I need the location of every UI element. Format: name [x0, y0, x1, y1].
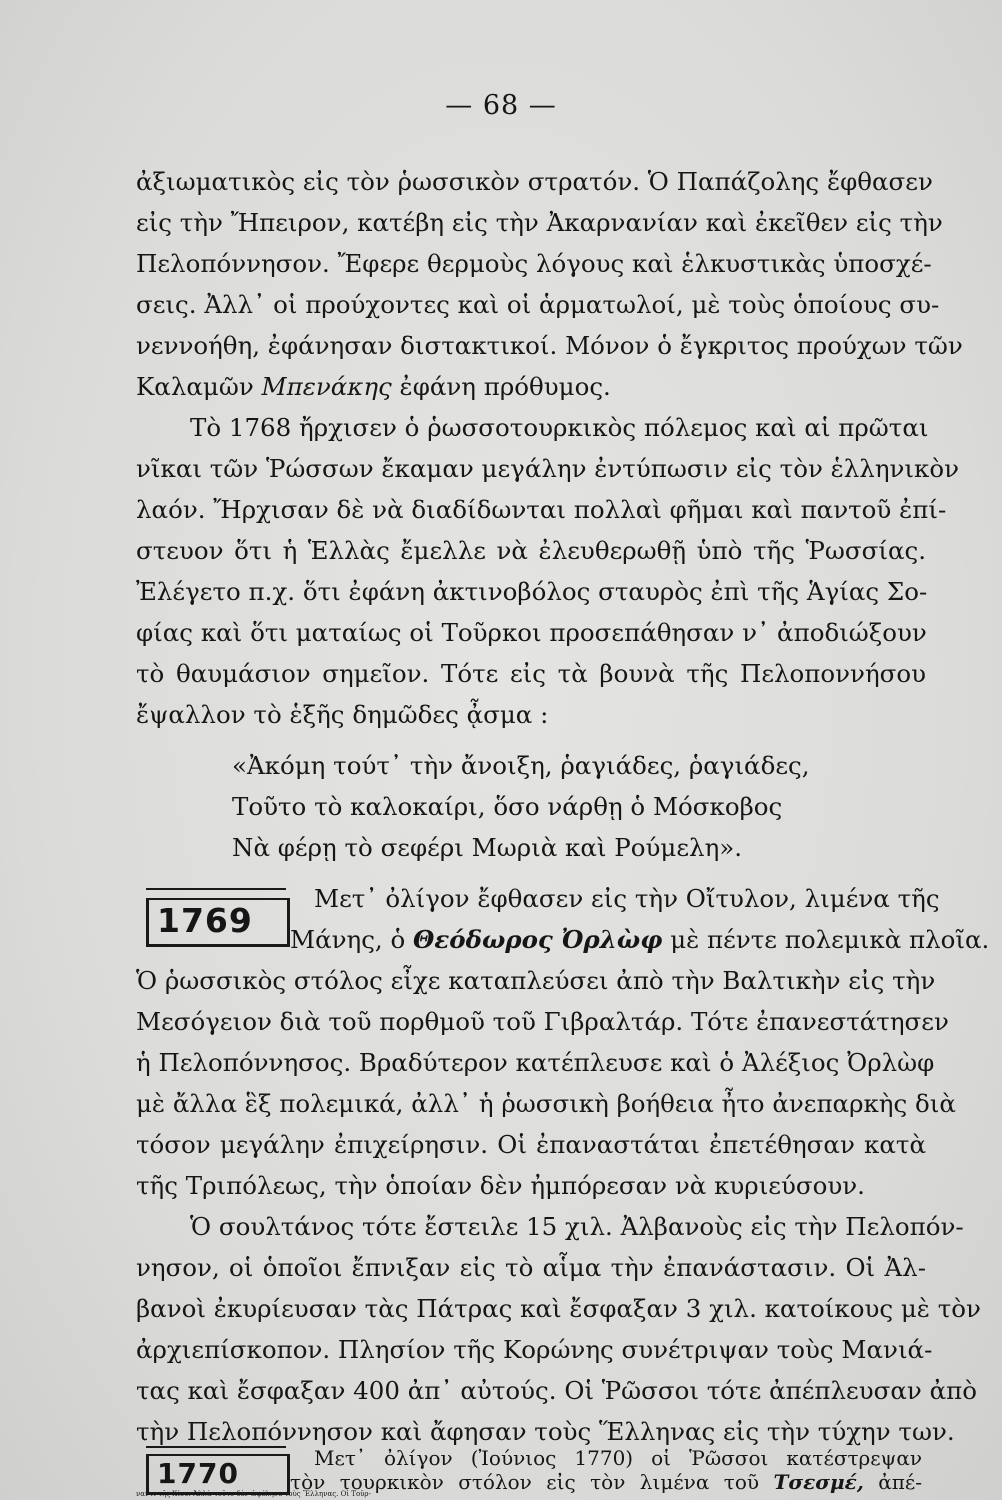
paragraph-line: λαόν. Ἤρχισαν δὲ νὰ διαδίδωνται πολλαὶ φῆμαι καὶ παντοῦ ἐπί-: [136, 495, 947, 524]
page-number: — 68 —: [445, 90, 557, 121]
paragraph-last-line: [136, 371, 611, 403]
paragraph-line: μὲ ἄλλα ἓξ πολεμικά, ἀλλ᾽ ἡ ῥωσσικὴ βοήθεια ἦτο ἀνεπαρκὴς διὰ: [136, 1089, 956, 1118]
text-fragment: μὲ πέντε πολεμικὰ πλοῖα.: [662, 925, 990, 954]
paragraph-line: Ἐλέγετο π.χ. ὅτι ἐφάνη ἀκτινοβόλος σταυρὸς ἐπὶ τῆς Ἁγίας Σο-: [136, 577, 928, 606]
year-marker-top-rule: [146, 1446, 286, 1448]
paragraph-line: [290, 924, 990, 956]
paragraph-line: τόσον μεγάλην ἐπιχείρησιν. Οἱ ἐπαναστάται ἐπετέθησαν κατὰ: [136, 1130, 926, 1159]
paragraph-line: ἀξιωματικὸς εἰς τὸν ῥωσσικὸν στρατόν. Ὁ Παπάζολης ἔφθασεν: [136, 167, 933, 196]
paragraph-line: νεννοήθη, ἐφάνησαν διστακτικοί. Μόνον ὁ ἔγκριτος προύχων τῶν: [136, 331, 963, 360]
text-fragment: τὸν τουρκικὸν στόλον εἰς τὸν λιμένα τοῦ: [290, 1470, 774, 1494]
year-marker-1769: 1769: [146, 898, 290, 947]
text-fragment: ἀπέ-: [863, 1470, 922, 1494]
text-fragment: Καλαμῶν: [136, 372, 262, 401]
paragraph-line: Ὁ ῥωσσικὸς στόλος εἶχε καταπλεύσει ἀπὸ τὴν Βαλτικὴν εἰς τὴν: [136, 966, 936, 995]
paragraph-line: Ὁ σουλτάνος τότε ἔστειλε 15 χιλ. Ἀλβανοὺς εἰς τὴν Πελοπόν-: [190, 1212, 964, 1241]
paragraph-line: τὸ θαυμάσιον σημεῖον. Τότε εἰς τὰ βουνὰ τῆς Πελοποννήσου: [136, 659, 926, 688]
text-fragment: ἐφάνη πρόθυμος.: [391, 372, 611, 401]
paragraph-line: εἰς τὴν Ἤπειρον, κατέβη εἰς τὴν Ἀκαρνανίαν καὶ ἐκεῖθεν εἰς τὴν: [136, 208, 943, 237]
paragraph-line: τας καὶ ἔσφαξαν 400 ἀπ᾽ αὐτούς. Οἱ Ῥῶσσοι τότε ἀπέπλευσαν ἀπὸ: [136, 1376, 977, 1405]
paragraph-line: ναντι τῆς Χίου. Ἀλλὰ τοῦτο δὲν ὠφέλησε τοὺς Ἕλληνας. Οἱ Τοῦρ-: [136, 1490, 371, 1498]
paragraph-line: Πελοπόννησον. Ἔφερε θερμοὺς λόγους καὶ ἑλκυστικὰς ὑποσχέ-: [136, 249, 932, 278]
paragraph-line: φίας καὶ ὅτι ματαίως οἱ Τοῦρκοι προσεπάθησαν ν᾽ ἀποδιώξουν: [136, 618, 927, 647]
paragraph-line: Μετ᾽ ὀλίγον (Ἰούνιος 1770) οἱ Ῥῶσσοι κατέστρεψαν: [314, 1446, 922, 1470]
person-name: Θεόδωρος Ὀρλὼφ: [413, 925, 663, 954]
paragraph-line: Μετ᾽ ὀλίγον ἔφθασεν εἰς τὴν Οἴτυλον, λιμένα τῆς: [314, 884, 940, 913]
song-line: Νὰ φέρῃ τὸ σεφέρι Μωριὰ καὶ Ρούμελη».: [232, 833, 743, 862]
person-name: Μπενάκης: [261, 372, 392, 401]
paragraph-line: τῆς Τριπόλεως, τὴν ὁποίαν δὲν ἠμπόρεσαν νὰ κυριεύσουν.: [136, 1171, 865, 1200]
paragraph-line: τὴν Πελοπόννησον καὶ ἄφησαν τοὺς Ἕλληνας εἰς τὴν τύχην των.: [136, 1417, 955, 1446]
paragraph-line: Μεσόγειον διὰ τοῦ πορθμοῦ τοῦ Γιβραλτάρ. Τότε ἐπανεστάτησεν: [136, 1007, 949, 1036]
place-name: Τσεσμέ,: [773, 1470, 864, 1494]
text-fragment: Μάνης, ὁ: [290, 925, 414, 954]
paragraph-line: ἔψαλλον τὸ ἑξῆς δημῶδες ᾆσμα :: [136, 700, 549, 729]
paragraph-line: ἡ Πελοπόννησος. Βραδύτερον κατέπλευσε καὶ ὁ Ἀλέξιος Ὀρλὼφ: [136, 1048, 935, 1077]
paragraph-line: νησον, οἱ ὁποῖοι ἔπνιξαν εἰς τὸ αἷμα τὴν ἐπανάστασιν. Οἱ Ἀλ-: [136, 1253, 926, 1282]
year-marker-1770: 1770: [146, 1454, 290, 1495]
paragraph-line: σεις. Ἀλλ᾽ οἱ προύχοντες καὶ οἱ ἁρματωλοί, μὲ τοὺς ὁποίους συ-: [136, 290, 940, 319]
paragraph-line: στευον ὅτι ἡ Ἑλλὰς ἔμελλε νὰ ἐλευθερωθῇ ὑπὸ τῆς Ῥωσσίας.: [136, 536, 926, 565]
paragraph-line: Τὸ 1768 ἤρχισεν ὁ ῥωσσοτουρκικὸς πόλεμος καὶ αἱ πρῶται: [190, 413, 929, 442]
paragraph-line: νῖκαι τῶν Ῥώσσων ἔκαμαν μεγάλην ἐντύπωσιν εἰς τὸν ἑλληνικὸν: [136, 454, 959, 483]
paragraph-line: βανοὶ ἐκυρίευσαν τὰς Πάτρας καὶ ἔσφαξαν 3 χιλ. κατοίκους μὲ τὸν: [136, 1294, 981, 1323]
year-marker-top-rule: [146, 888, 286, 890]
song-line: «Ἀκόμη τούτ᾽ τὴν ἄνοιξη, ῥαγιάδες, ῥαγιάδες,: [232, 751, 810, 780]
song-line: Τοῦτο τὸ καλοκαίρι, ὅσο νάρθῃ ὁ Μόσκοβος: [232, 792, 783, 821]
paragraph-line: ἀρχιεπίσκοπον. Πλησίον τῆς Κορώνης συνέτριψαν τοὺς Μανιά-: [136, 1335, 933, 1364]
